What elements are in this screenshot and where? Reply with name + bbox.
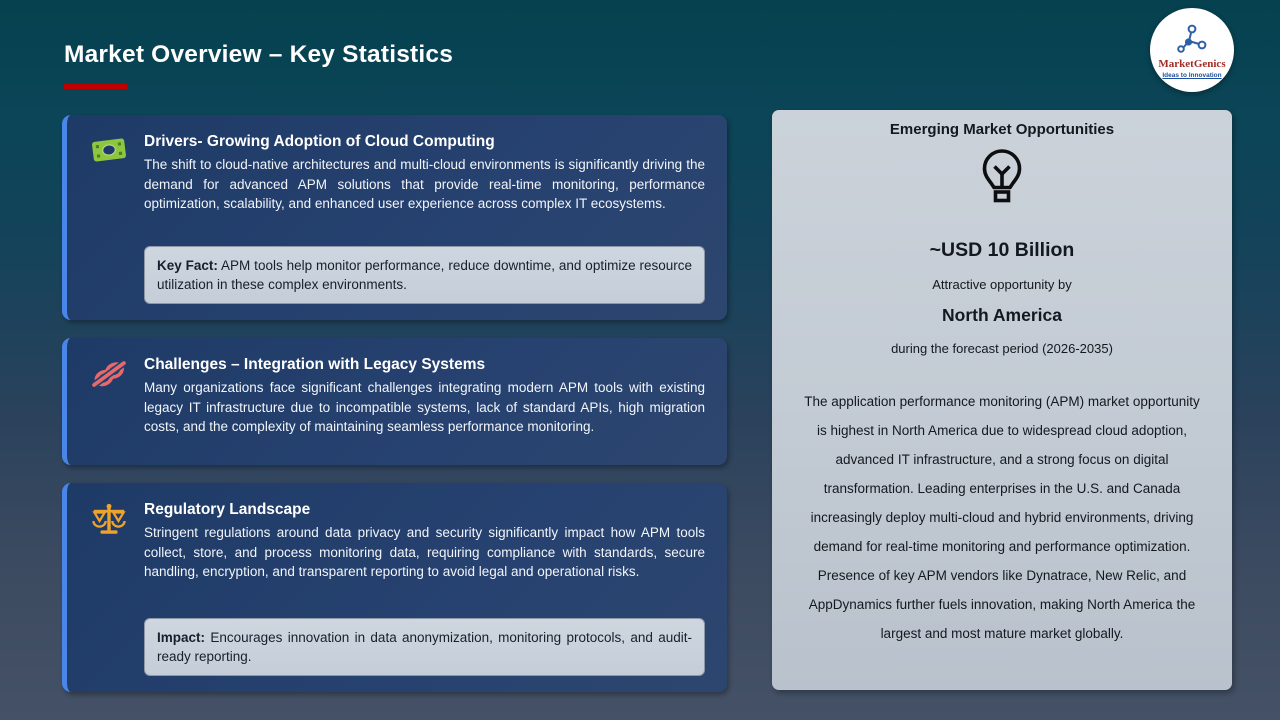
logo-tagline: Ideas to Innovation bbox=[1162, 71, 1222, 79]
card-challenges-title: Challenges – Integration with Legacy Systems bbox=[144, 356, 486, 373]
card-challenges bbox=[62, 338, 727, 465]
card-regulatory-title: Regulatory Landscape bbox=[144, 501, 311, 518]
statistics-cards-column bbox=[62, 115, 727, 692]
card-drivers-body: The shift to cloud-native architectures and multi-cloud environments is significantly driving the demand for advanced APM solutions that provide real-time monitoring, performance optimization, scalability, and enhanced user experience across complex IT ecosystems. bbox=[144, 157, 705, 211]
impact-callout bbox=[144, 618, 705, 676]
page-title: Market Overview – Key Statistics bbox=[64, 41, 454, 68]
card-regulatory-body: Stringent regulations around data privacy and security significantly impact how APM tools collect, store, and process monitoring data, requiring compliance with standards, secure handling, encryption, and transparent reporting to avoid legal and operational risks. bbox=[144, 525, 705, 579]
opportunity-description: The application performance monitoring (APM) market opportunity is highest in North America due to widespread cloud adoption, advanced IT infrastructure, and a strong focus on digital transformation. Leading enterprises in the U.S. and Canada increasingly deploy multi-cloud and hybrid environments, driving demand for real-time monitoring and performance optimization. Presence of key APM vendors like Dynatrace, New Relic, and AppDynamics further fuels innovation, making North America the largest and most mature market globally. bbox=[804, 394, 1200, 641]
panel-title: Emerging Market Opportunities bbox=[889, 121, 1115, 138]
scales-icon bbox=[91, 503, 127, 678]
opportunity-value: ~USD 10 Billion bbox=[929, 239, 1075, 261]
key-fact-callout bbox=[144, 246, 705, 304]
card-drivers-content bbox=[144, 132, 705, 306]
card-challenges-content bbox=[144, 355, 705, 451]
key-fact-text: APM tools help monitor performance, reduce downtime, and optimize resource utilization in these complex environments. bbox=[157, 257, 692, 292]
marketgenics-logo bbox=[1150, 8, 1234, 92]
key-fact-label: Key Fact: bbox=[157, 257, 218, 273]
broken-link-icon bbox=[91, 358, 127, 451]
logo-name: MarketGenics bbox=[1158, 58, 1226, 71]
money-bill-icon bbox=[91, 135, 127, 306]
impact-text: Encourages innovation in data anonymization, monitoring protocols, and audit-ready reporting. bbox=[157, 629, 692, 664]
card-regulatory-content bbox=[144, 500, 705, 678]
title-accent-underline bbox=[64, 84, 127, 89]
opportunity-subtitle: Attractive opportunity by bbox=[932, 277, 1072, 292]
card-drivers bbox=[62, 115, 727, 320]
lightbulb-icon bbox=[772, 148, 1232, 211]
molecule-network-icon bbox=[1172, 21, 1212, 58]
opportunity-period: during the forecast period (2026-2035) bbox=[891, 341, 1113, 356]
emerging-opportunities-panel bbox=[772, 110, 1232, 690]
impact-label: Impact: bbox=[157, 629, 206, 645]
card-regulatory bbox=[62, 483, 727, 692]
card-challenges-body: Many organizations face significant challenges integrating modern APM tools with existing legacy IT infrastructure due to incompatible systems, lack of standard APIs, high migration costs, and the complexity of maintaining seamless performance monitoring. bbox=[144, 380, 705, 434]
card-drivers-title: Drivers- Growing Adoption of Cloud Computing bbox=[144, 133, 495, 150]
opportunity-region: North America bbox=[942, 305, 1062, 325]
